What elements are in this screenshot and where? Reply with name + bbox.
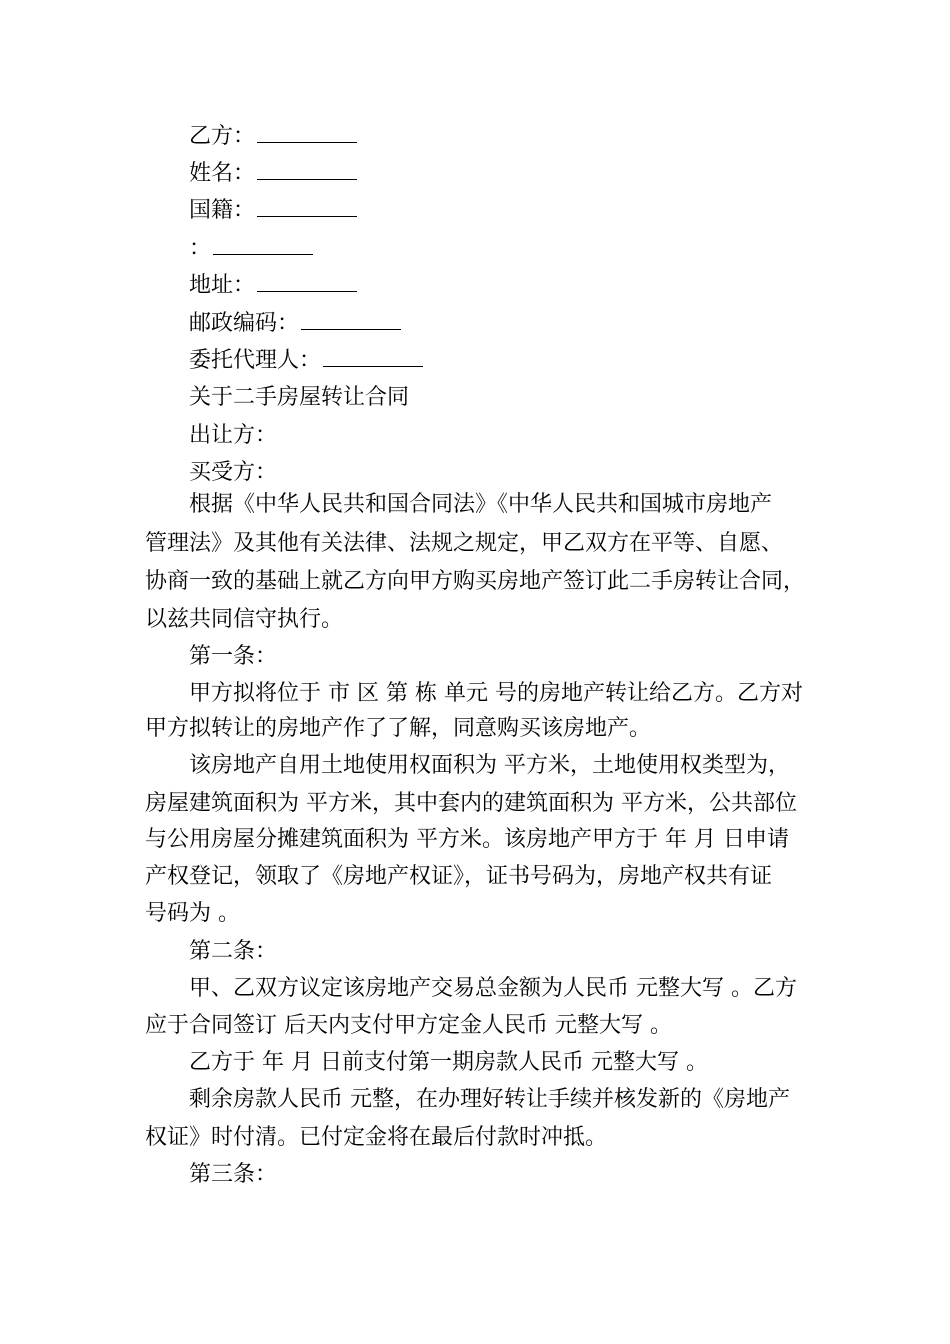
nationality-label: 国籍： <box>189 198 256 223</box>
party-b-line <box>145 122 869 152</box>
preamble-line: 以兹共同信守执行。 <box>145 607 344 632</box>
unnamed-line <box>145 234 869 264</box>
name-line <box>145 159 869 189</box>
article-1-text: 甲方拟将位于 市 区 第 栋 单元 号的房地产转让给乙方。乙方对 <box>189 681 803 706</box>
name-blank <box>257 159 357 180</box>
nationality-blank <box>257 196 357 217</box>
agent-line <box>145 346 869 376</box>
article-1-text: 甲方拟转让的房地产作了了解，同意购买该房地产。 <box>145 716 652 741</box>
address-label: 地址： <box>189 273 256 298</box>
party-b-label: 乙方： <box>189 124 256 149</box>
buyer-label: 买受方： <box>189 460 278 485</box>
article-3-heading: 第三条： <box>189 1162 278 1187</box>
preamble-line: 根据《中华人民共和国合同法》《中华人民共和国城市房地产 <box>189 492 773 517</box>
contract-title: 关于二手房屋转让合同 <box>189 385 410 410</box>
seller-label: 出让方： <box>189 423 278 448</box>
agent-blank <box>323 346 423 367</box>
article-1-text: 房屋建筑面积为 平方米，其中套内的建筑面积为 平方米，公共部位 <box>145 791 797 816</box>
nationality-line <box>145 196 869 226</box>
party-b-blank <box>257 122 357 143</box>
article-1-text: 该房地产自用土地使用权面积为 平方米，土地使用权类型为， <box>189 753 790 778</box>
unnamed-blank <box>213 234 313 255</box>
article-1-text: 与公用房屋分摊建筑面积为 平方米。该房地产甲方于 年 月 日申请 <box>145 827 789 852</box>
article-2-heading: 第二条： <box>189 939 278 964</box>
article-1-text: 号码为 。 <box>145 901 240 926</box>
article-1-heading: 第一条： <box>189 644 278 669</box>
postcode-blank <box>301 309 401 330</box>
article-2-text: 应于合同签订 后天内支付甲方定金人民币 元整大写 。 <box>145 1013 672 1038</box>
agent-label: 委托代理人： <box>189 348 322 373</box>
unnamed-label: ： <box>189 236 212 261</box>
preamble-line: 管理法》及其他有关法律、法规之规定，甲乙双方在平等、自愿、 <box>145 531 784 556</box>
address-line <box>145 271 869 301</box>
article-2-text: 权证》时付清。已付定金将在最后付款时冲抵。 <box>145 1125 608 1150</box>
article-1-text: 产权登记，领取了《房地产权证》，证书号码为，房地产权共有证 <box>145 864 773 889</box>
postcode-label: 邮政编码： <box>189 311 300 336</box>
address-blank <box>257 271 357 292</box>
name-label: 姓名： <box>189 161 256 186</box>
article-2-text: 乙方于 年 月 日前支付第一期房款人民币 元整大写 。 <box>189 1050 708 1075</box>
preamble-line: 协商一致的基础上就乙方向甲方购买房地产签订此二手房转让合同， <box>145 569 806 594</box>
article-2-text: 甲、乙双方议定该房地产交易总金额为人民币 元整大写 。乙方 <box>189 976 797 1001</box>
article-2-text: 剩余房款人民币 元整，在办理好转让手续并核发新的《房地产 <box>189 1087 790 1112</box>
postcode-line <box>145 309 869 339</box>
